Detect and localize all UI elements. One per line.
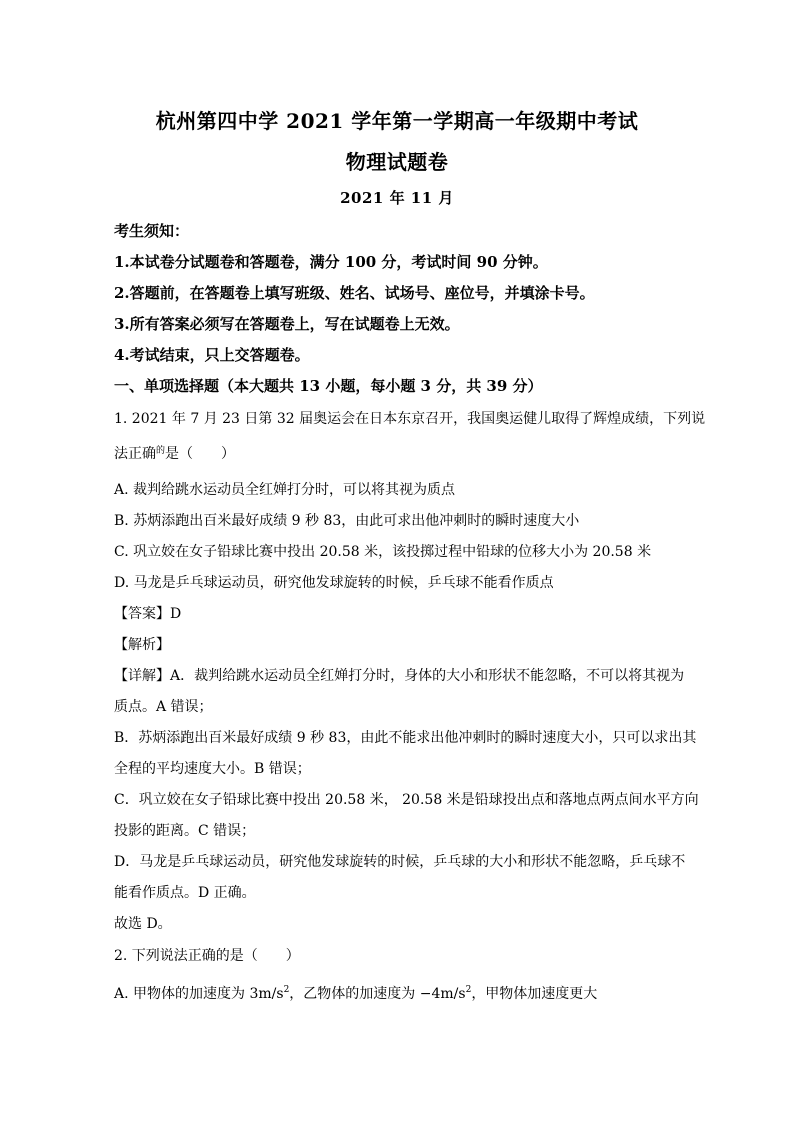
exponent: 2 (283, 985, 290, 995)
question-1-option-d: D. 马龙是乒乓球运动员，研究他发球旋转的时候，乒乓球不能看作质点 (114, 575, 554, 591)
detail-line: 全程的平均速度大小。B 错误； (114, 761, 311, 777)
stem-text: 法正确 (114, 446, 156, 462)
detail-line: C．巩立姣在女子铅球比赛中投出 20.58 米， 20.58 米是铅球投出点和落地点两点间水平方向 (114, 792, 699, 808)
section-heading: 一、单项选择题（本大题共 13 小题，每小题 3 分，共 39 分） (114, 377, 543, 395)
notice-item: 1.本试卷分试题卷和答题卷，满分 100 分，考试时间 90 分钟。 (114, 253, 548, 271)
formula-text: 3m/s (249, 986, 284, 1002)
exponent: 2 (465, 985, 472, 995)
exam-date: 2021 年 11 月 (340, 189, 454, 207)
detail-line: 【详解】A．裁判给跳水运动员全红婵打分时，身体的大小和形状不能忽略，不可以将其视为 (114, 668, 685, 684)
notice-item: 3.所有答案必须写在答题卷上，写在试题卷上无效。 (114, 315, 460, 333)
question-2-option-a (114, 983, 597, 1003)
option-text: A. 甲物体的加速度为 (114, 986, 250, 1002)
exam-subtitle: 物理试题卷 (345, 150, 449, 174)
question-1-stem: 1. 2021 年 7 月 23 日第 32 届奥运会在日本东京召开，我国奥运健儿取得了辉煌成绩，下列说 (114, 411, 706, 427)
stem-text: 是（ ） (165, 446, 236, 462)
detail-line: 质点。A 错误； (114, 699, 213, 715)
notice-item: 2.答题前，在答题卷上填写班级、姓名、试场号、座位号，并填涂卡号。 (114, 284, 595, 302)
detail-line: 能看作质点。D 正确。 (114, 885, 256, 901)
formula-text: −4m/s (419, 986, 466, 1002)
detail-line: 投影的距离。C 错误； (114, 823, 256, 839)
question-1-option-a: A. 裁判给跳水运动员全红婵打分时，可以将其视为质点 (114, 482, 456, 498)
acceleration-formula (420, 986, 472, 1002)
option-text: ，乙物体的加速度为 (289, 986, 420, 1002)
option-text: ，甲物体加速度更大 (471, 986, 598, 1002)
notice-item: 4.考试结束，只上交答题卷。 (114, 346, 310, 364)
stem-superscript: 的 (156, 446, 166, 456)
acceleration-formula (249, 986, 289, 1002)
notice-heading: 考生须知： (114, 222, 190, 240)
exam-title: 杭州第四中学 2021 学年第一学期高一年级期中考试 (155, 109, 639, 133)
detail-line: B．苏炳添跑出百米最好成绩 9 秒 83，由此不能求出他冲刺时的瞬时速度大小，只可以求出其 (114, 730, 697, 746)
question-2-stem: 2. 下列说法正确的是（ ） (114, 948, 300, 964)
question-1-stem-cont (114, 443, 235, 463)
detail-line: 故选 D。 (114, 916, 172, 932)
answer-label: 【答案】D (114, 606, 182, 622)
question-1-option-c: C. 巩立姣在女子铅球比赛中投出 20.58 米，该投掷过程中铅球的位移大小为 20.58 米 (114, 544, 652, 560)
analysis-label: 【解析】 (114, 637, 170, 653)
question-1-option-b: B. 苏炳添跑出百米最好成绩 9 秒 83，由此可求出他冲刺时的瞬时速度大小 (114, 513, 580, 529)
detail-line: D．马龙是乒乓球运动员，研究他发球旋转的时候，乒乓球的大小和形状不能忽略，乒乓球不 (114, 854, 686, 870)
